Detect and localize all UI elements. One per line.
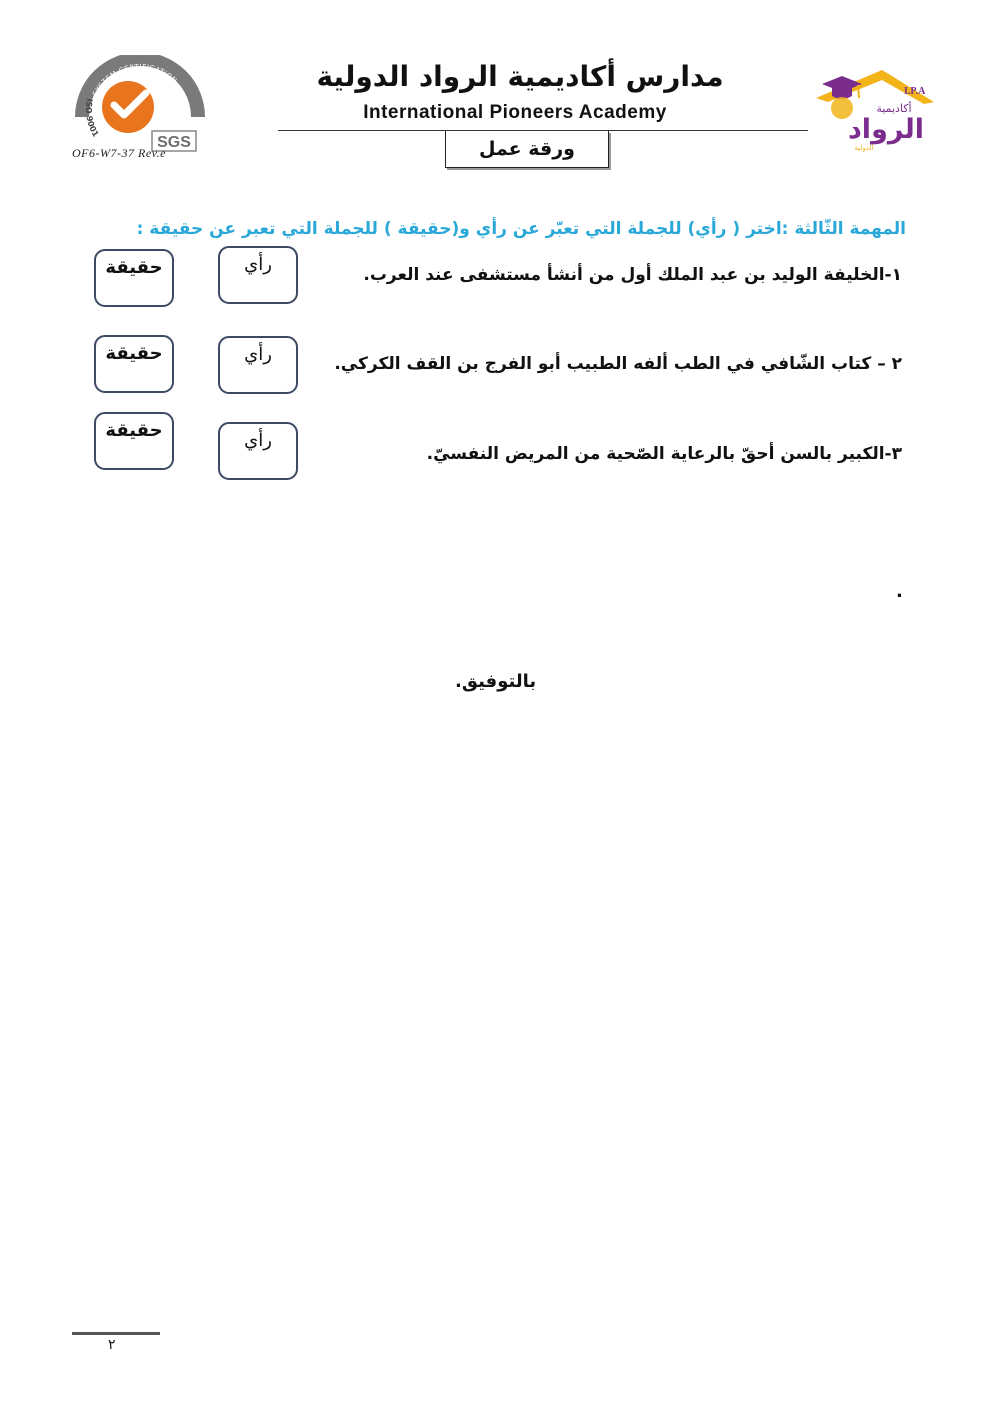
- question-1: ١-الخليفة الوليد بن عبد الملك أول من أنشأ مستشفى عند العرب.: [363, 265, 902, 285]
- sgs-brand: SGS: [157, 134, 191, 151]
- ring-text: SYSTEM CERTIFICATION: [91, 62, 179, 98]
- question-2: ٢ – كتاب الشّافي في الطب ألفه الطبيب أبو الفرج بن القف الكركي.: [334, 354, 902, 374]
- ipa-abbrev: I.P.A: [904, 86, 926, 97]
- q2-opinion-option[interactable]: رأي: [218, 336, 298, 394]
- q3-opinion-option[interactable]: رأي: [218, 422, 298, 480]
- q1-opinion-option[interactable]: رأي: [218, 246, 298, 304]
- iso-text: ISO 9001: [83, 97, 101, 139]
- worksheet-title: ورقة عمل: [478, 138, 575, 160]
- svg-text:ISO 9001: [84, 98, 101, 139]
- ipa-logo: [812, 62, 938, 154]
- school-name-english: International Pioneers Academy: [363, 102, 667, 123]
- q2-fact-option[interactable]: حقيقة: [94, 335, 174, 393]
- page-number: ٢: [108, 1337, 116, 1353]
- ipa-name-small: أكاديمية: [876, 102, 912, 115]
- worksheet-title-box: [445, 131, 609, 168]
- ipa-name-big: الرواد: [847, 114, 925, 145]
- ipa-name-sub: الدولية: [854, 144, 874, 152]
- q1-fact-option[interactable]: حقيقة: [94, 249, 174, 307]
- task-instruction: المهمة الثّالثة :اختر ( رأي) للجملة التي تعبّر عن رأي و(حقيقة ) للجملة التي تعبر عن حقيقة :: [136, 219, 906, 239]
- form-code: OF6-W7-37 Rev.e: [72, 146, 166, 160]
- trailing-dot: .: [896, 581, 903, 602]
- q3-fact-option[interactable]: حقيقة: [94, 412, 174, 470]
- school-name-arabic: مدارس أكاديمية الرواد الدولية: [316, 60, 724, 93]
- question-3: ٣-الكبير بالسن أحقّ بالرعاية الصّحية من المريض النفسيّ.: [426, 444, 902, 464]
- sgs-certification-logo: [70, 55, 210, 160]
- footer-divider: [72, 1332, 160, 1335]
- closing-text: بالتوفيق.: [455, 671, 537, 692]
